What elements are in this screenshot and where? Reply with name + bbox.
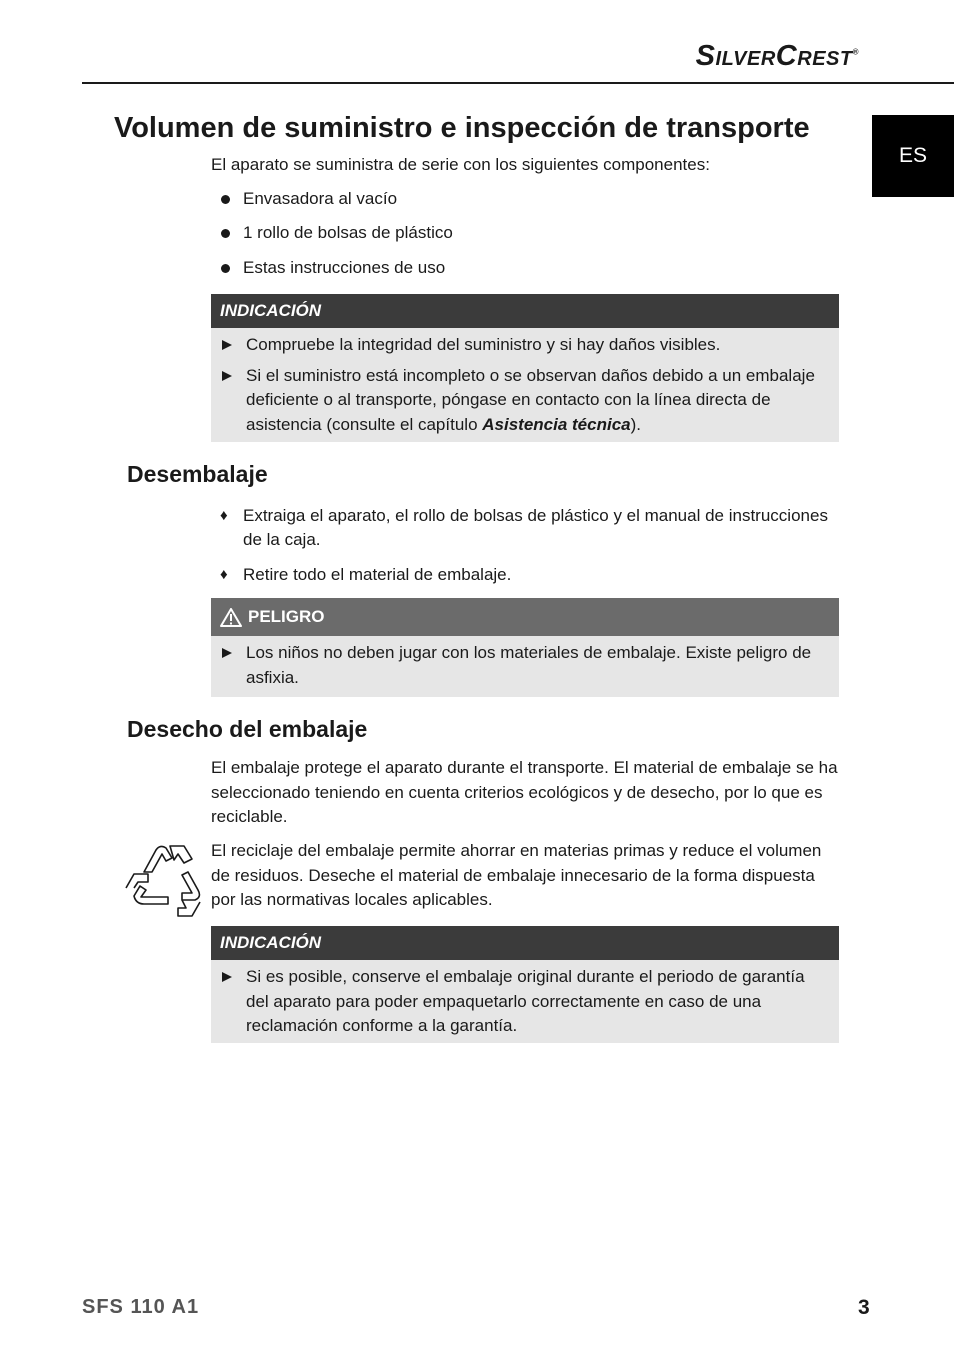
note-body xyxy=(211,328,839,442)
disposal-paragraph-2: El reciclaje del embalaje permite ahorrar en materias primas y reduce el volumen de residuos. Deseche el material de embalaje innecesario de la forma dispuesta por las normativas locales aplicables. xyxy=(211,841,822,909)
note-box-disposal xyxy=(211,926,839,1043)
registered-mark: ® xyxy=(852,47,859,57)
note-item xyxy=(220,364,829,438)
danger-box xyxy=(211,598,839,697)
note-item-suffix: ). xyxy=(630,414,641,434)
arrow-icon xyxy=(222,972,232,982)
note-item xyxy=(220,641,829,690)
note-item-text: Si es posible, conserve el embalaje original durante el periodo de garantía del aparato para poder empaquetarlo correctamente en caso de una reclamación conforme a la garantía. xyxy=(246,967,805,1035)
list-item: Envasadora al vacío xyxy=(219,187,839,211)
arrow-icon xyxy=(222,340,232,350)
note-box-delivery xyxy=(211,294,839,442)
chapter-reference: Asistencia técnica xyxy=(482,414,631,434)
disposal-paragraph-1: El embalaje protege el aparato durante el transporte. El material de embalaje se ha seleccionado teniendo en cuenta criterios ecológicos y de desecho, por lo que es reciclable. xyxy=(211,758,838,826)
note-body xyxy=(211,960,839,1044)
delivery-intro: El aparato se suministra de serie con los siguientes componentes: xyxy=(211,155,710,174)
note-item xyxy=(220,965,829,1039)
list-item: Estas instrucciones de uso xyxy=(219,256,839,280)
recycle-icon xyxy=(122,842,204,920)
delivery-list xyxy=(219,187,839,280)
note-item-text: Compruebe la integridad del suministro y si hay daños visibles. xyxy=(246,335,721,354)
danger-body xyxy=(211,636,839,695)
section-title-disposal: Desecho del embalaje xyxy=(127,716,368,742)
section-title-unpacking: Desembalaje xyxy=(127,461,268,487)
warning-icon xyxy=(220,608,242,627)
brand-name: SilverCrest xyxy=(695,40,853,72)
arrow-icon xyxy=(222,371,232,381)
language-tab: ES xyxy=(872,115,954,197)
unpacking-list xyxy=(219,504,839,598)
list-item: ♦ Retire todo el material de embalaje. xyxy=(219,563,839,587)
note-heading: INDICACIÓN xyxy=(211,926,839,960)
brand-logo xyxy=(696,40,859,73)
note-heading: INDICACIÓN xyxy=(211,294,839,328)
page-title: Volumen de suministro e inspección de transporte xyxy=(114,112,810,144)
danger-heading-bar xyxy=(211,598,839,636)
list-item: 1 rollo de bolsas de plástico xyxy=(219,221,839,245)
header-rule xyxy=(82,82,954,84)
list-item: ♦ Extraiga el aparato, el rollo de bolsas de plástico y el manual de instrucciones de la caja. xyxy=(219,504,839,552)
model-number: SFS 110 A1 xyxy=(82,1296,200,1318)
arrow-icon xyxy=(222,648,232,658)
note-item xyxy=(220,333,829,358)
page-number: 3 xyxy=(858,1296,870,1319)
note-item-text: Los niños no deben jugar con los materiales de embalaje. Existe peligro de asfixia. xyxy=(246,643,812,687)
note-item-text: Si el suministro está incompleto o se observan daños debido a un embalaje deficiente o al transporte, póngase en contacto con la línea directa de asistencia (consulte el capítulo xyxy=(246,365,815,434)
danger-heading: PELIGRO xyxy=(248,607,325,626)
